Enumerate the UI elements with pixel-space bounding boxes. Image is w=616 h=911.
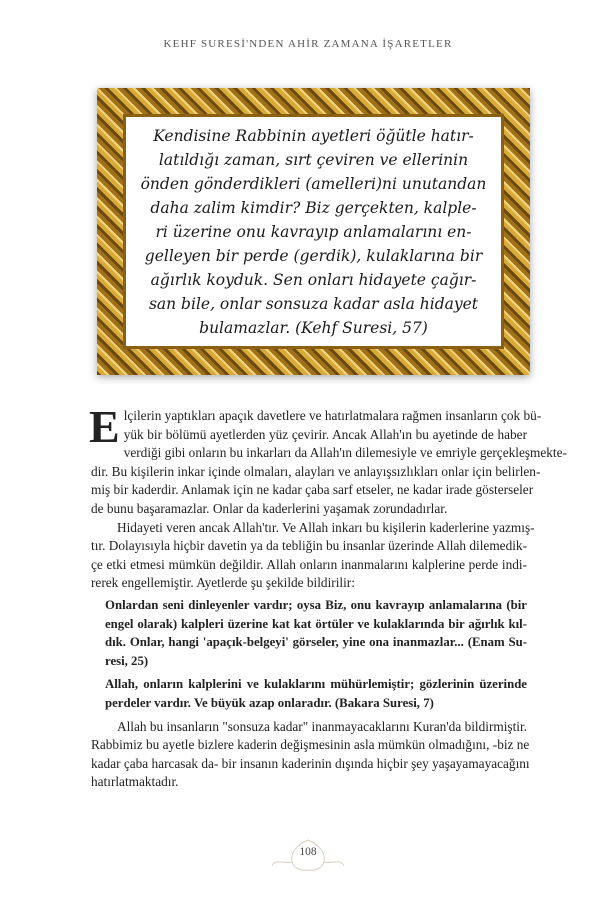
page-number: 108 [299, 846, 317, 858]
paragraph [91, 718, 530, 792]
framed-verse-line: bulamazlar. (Kehf Suresi, 57) [199, 318, 428, 337]
text-line: resi, 25) [105, 653, 149, 668]
framed-verse-line: daha zalim kimdir? Biz gerçekten, kalple- [150, 198, 477, 217]
framed-verse [127, 118, 500, 345]
ornate-gold-frame [97, 88, 530, 375]
text-line: hatırlatmaktadır. [91, 774, 179, 790]
paragraph [89, 401, 567, 519]
text-line: rerek engellemiştir. Ayetlerde şu şekilde bildirilir: [91, 575, 355, 591]
framed-verse-line: latıldığı zaman, sırt çeviren ve ellerinin [158, 150, 469, 169]
text-line: Hidayeti veren ancak Allah'tır. Ve Allah inkarı bu kişilerin kaderlerine yazmış- [117, 519, 535, 535]
paragraph [91, 519, 535, 593]
body-text [89, 401, 567, 792]
text-line: çe etki etmesi mümkün değildir. Allah onların inanmalarını kalplerine perde indi- [91, 556, 527, 572]
text-line: Onlardan seni dinleyenler vardır; oysa Biz, onu kavrayıp anlamalarına (bir [105, 597, 527, 612]
running-header: KEHF SURESİ'NDEN AHİR ZAMANA İŞARETLER [163, 38, 453, 50]
text-line: Allah, onların kalplerini ve kulaklarını mühürlemiştir; gözlerinin üzerinde [105, 677, 527, 692]
text-line: perdeler vardır. Ve büyük azap onlaradır. (Bakara Suresi, 7) [105, 695, 434, 710]
framed-verse-line: Kendisine Rabbinin ayetleri öğütle hatır- [153, 126, 474, 145]
text-line: verdiği gibi onların bu inkarları da Allah'ın dilemesiyle ve emriyle gerçekleşmekte- [123, 445, 567, 461]
text-line: miş bir kaderdir. Anlamak için ne kadar çaba sarf etseler, ne kadar irade gösterseler [91, 482, 534, 498]
framed-verse-line: önden gönderdikleri (amelleri)ni unutandan [140, 174, 487, 193]
framed-verse-line: san bile, onlar sonsuza kadar asla hidayet [148, 294, 479, 313]
verse-quote [91, 675, 527, 712]
text-line: Allah bu insanların "sonsuza kadar" inanmayacaklarını Kuran'da bildirmiştir. [117, 718, 527, 734]
verse-quote [91, 596, 527, 670]
text-line: lçilerin yaptıkları apaçık davetlere ve hatırlatmalara rağmen insanların çok bü- [123, 408, 542, 423]
text-line: tır. Dolayısıyla hiçbir davetin ya da tebliğin bu insanlar üzerinde Allah dilemedik- [91, 538, 527, 554]
text-line: engel olarak) kalpleri üzerine kat kat örtüler ve kulaklarında bir ağırlık kıl- [105, 616, 527, 631]
framed-verse-line: ağırlık koyduk. Sen onları hidayete çağır- [150, 270, 477, 289]
drop-cap: E [89, 401, 120, 452]
text-line: kadar çaba harcasak da- bir insanın kaderinin dışında hiçbir şey yaşayamayacağını [91, 755, 530, 771]
text-line: de bunu başaramazlar. Onlar da kaderlerini yaşamak zorundadırlar. [91, 500, 448, 516]
text-line: Rabbimiz bu ayetle bizlere kaderin değişmesinin asla mümkün olmadığını, -biz ne [91, 737, 530, 753]
framed-verse-line: gelleyen bir perde (gerdik), kulaklarına bir [144, 246, 483, 265]
text-line: dık. Onlar, hangi 'apaçık-belgeyi' görseler, yine ona inanmazlar... (Enam Su- [105, 635, 527, 650]
text-line: dir. Bu kişilerin inkar içinde olmaları, alayları ve anlayışsızlıkları onlar için belirlen- [91, 463, 541, 479]
framed-verse-line: ri üzerine onu kavrayıp anlamalarını en- [155, 222, 472, 241]
text-line: yük bir bölümü ayetlerden yüz çevirir. Ancak Allah'ın bu ayetinde de haber [123, 426, 527, 442]
